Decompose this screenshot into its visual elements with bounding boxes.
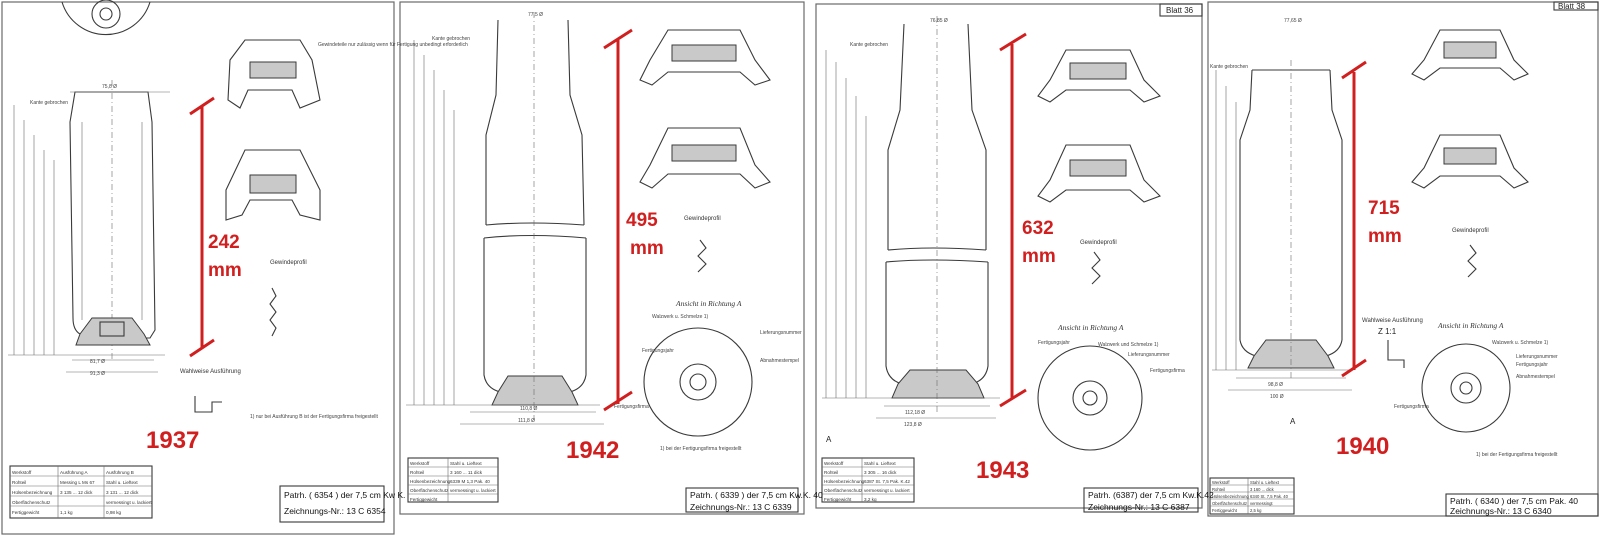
bottom-dim-1-1943: 112,18 Ø bbox=[905, 410, 926, 416]
view-label-1942: Ansicht in Richtung A bbox=[676, 299, 742, 308]
table-cell: Stahl u. Lieftext bbox=[864, 461, 896, 466]
year-label-1942: 1942 bbox=[566, 437, 620, 464]
scale-label-1940: Z 1:1 bbox=[1378, 327, 1397, 336]
length-value-1940: 715 bbox=[1368, 198, 1400, 219]
gauge-label-1943: Gewindeprofil bbox=[1080, 240, 1117, 246]
length-unit-1940: mm bbox=[1368, 226, 1402, 247]
table-cell: 1,1 kg bbox=[60, 510, 73, 515]
gauge-label-1940: Gewindeprofil bbox=[1452, 228, 1489, 234]
top-dim-1940: 77,65 Ø bbox=[1284, 18, 1302, 24]
detail-mid-section bbox=[1444, 148, 1496, 164]
detail-mid-section bbox=[250, 175, 296, 193]
detail-top-section bbox=[1070, 63, 1126, 79]
length-unit-1937: mm bbox=[208, 260, 242, 281]
table-cell: Ausführung A bbox=[60, 470, 88, 475]
detail-mid-section bbox=[1070, 160, 1126, 176]
table-cell: 3,2 kg bbox=[864, 497, 877, 502]
table-cell: Stahl u. Lieftext bbox=[450, 461, 482, 466]
note-1-1937: Gewindeteile nur zulässig wenn für Fertigung unbedingt erforderlich bbox=[318, 42, 468, 48]
length-unit-1943: mm bbox=[1022, 246, 1056, 267]
table-cell: Oberflächenschutz bbox=[1212, 501, 1247, 506]
edge-note-1937: Kante gebrochen bbox=[30, 100, 69, 106]
bottom-dim-2-1937: 91,3 Ø bbox=[90, 371, 106, 377]
note-2-1937: 1) nur bei Ausführung B ist der Fertigungsfirma freigestellt bbox=[250, 414, 378, 420]
callout-1-1940: Walzwerk u. Schmelze 1) bbox=[1492, 340, 1549, 346]
sheet-1937-frame bbox=[2, 2, 394, 534]
table-cell: 3 160 ... 11 dick bbox=[450, 470, 483, 475]
table-cell: 3 135 ... 12 dick bbox=[60, 490, 93, 495]
top-dim-1943: 76,85 Ø bbox=[930, 18, 948, 24]
bottom-dim-2-1940: 100 Ø bbox=[1270, 394, 1284, 400]
table-cell: Fertiggewicht bbox=[12, 510, 40, 515]
callout-1-1942: Walzwerk u. Schmelze 1) bbox=[652, 314, 709, 320]
top-dim-1942: 77,5 Ø bbox=[528, 12, 544, 18]
year-label-1943: 1943 bbox=[976, 457, 1030, 484]
table-cell: Fertiggewicht bbox=[410, 497, 438, 502]
note-1-1942: 1) bei der Fertigungsfirma freigestellt bbox=[660, 446, 742, 452]
table-cell: Werkstoff bbox=[824, 461, 844, 466]
edge-note-1940: Kante gebrochen bbox=[1210, 64, 1249, 70]
drawing-number-1942: Zeichnungs-Nr.: 13 C 6339 bbox=[690, 502, 792, 512]
detail-top-section bbox=[672, 45, 736, 61]
callout-5-1940: Fertigungsfirma bbox=[1394, 404, 1429, 410]
table-cell: Stahl u. Lieftext bbox=[106, 480, 138, 485]
table-cell: 3 305 ... 16 dick bbox=[864, 470, 897, 475]
length-value-1937: 242 bbox=[208, 232, 240, 253]
table-cell: Rohteil bbox=[12, 480, 27, 485]
bottom-dim-2-1942: 111,8 Ø bbox=[518, 418, 536, 424]
callout-2-1943: Lieferungsnummer bbox=[1128, 352, 1170, 358]
view-label-1940: Ansicht in Richtung A bbox=[1438, 321, 1504, 330]
length-value-1942: 495 bbox=[626, 210, 658, 231]
table-cell: 2,5 kg bbox=[1250, 508, 1262, 513]
sheet-number-1943: Blatt 36 bbox=[1166, 6, 1194, 15]
table-cell: Oberflächenschutz bbox=[824, 488, 863, 493]
table-cell: Ausführung B bbox=[106, 470, 134, 475]
table-cell: Stahl u. Lieftext bbox=[1250, 480, 1279, 485]
table-cell: Werkstoff bbox=[1212, 480, 1230, 485]
title-1940: Patrh. ( 6340 ) der 7,5 cm Pak. 40 bbox=[1450, 496, 1579, 506]
table-cell: Hülsenbezeichnung bbox=[824, 479, 865, 484]
table-cell: 3 131 ... 12 dick bbox=[106, 490, 139, 495]
title-1937: Patrh. ( 6354 ) der 7,5 cm Kw K. bbox=[284, 490, 406, 500]
table-cell: Fertiggewicht bbox=[1212, 508, 1237, 513]
callout-1-1943: Walzwerk und Schmelze 1) bbox=[1098, 342, 1159, 348]
case-base bbox=[892, 370, 984, 398]
table-cell: 6340 St. 7,5 Pak. 40 bbox=[1250, 494, 1288, 499]
gauge-label-1942: Gewindeprofil bbox=[684, 216, 721, 222]
note-1-1940: 1) bei der Fertigungsfirma freigestellt bbox=[1476, 452, 1558, 458]
bottom-dim-2-1943: 123,8 Ø bbox=[904, 422, 922, 428]
marker-1940: A bbox=[1290, 417, 1296, 426]
table-cell: 6339 M 1,3 Pak. 40 bbox=[450, 479, 490, 484]
year-label-1937: 1937 bbox=[146, 427, 200, 454]
bottom-dim-1-1940: 98,8 Ø bbox=[1268, 382, 1284, 388]
drawing-number-1937: Zeichnungs-Nr.: 13 C 6354 bbox=[284, 506, 386, 516]
callout-3-1943: Fertigungsjahr bbox=[1038, 340, 1070, 346]
callout-5-1942: Fertigungsfirma bbox=[614, 404, 649, 410]
sheet-1943 bbox=[816, 4, 1202, 512]
table-cell: Fertiggewicht bbox=[824, 497, 852, 502]
length-unit-1942: mm bbox=[630, 238, 664, 259]
table-cell: Hülsenbezeichnung bbox=[12, 490, 53, 495]
callout-4-1943: Fertigungsfirma bbox=[1150, 368, 1185, 374]
table-cell: Hülsenbezeichnung bbox=[1212, 494, 1249, 499]
table-cell: vermessingt u. lackiert bbox=[450, 488, 496, 493]
sheet-number-1940: Blatt 38 bbox=[1558, 2, 1586, 11]
table-cell: Werkstoff bbox=[410, 461, 430, 466]
sheet-1940 bbox=[1208, 2, 1598, 516]
callout-2-1942: Lieferungsnummer bbox=[760, 330, 802, 336]
callout-4-1942: Abnahmestempel bbox=[760, 358, 799, 364]
callout-2-1940: Lieferungsnummer bbox=[1516, 354, 1558, 360]
edge-note-1943: Kante gebrochen bbox=[850, 42, 889, 48]
view-label-1943: Ansicht in Richtung A bbox=[1058, 323, 1124, 332]
table-cell: 0,98 kg bbox=[106, 510, 122, 515]
year-label-1940: 1940 bbox=[1336, 433, 1390, 460]
table-cell: vermessingt bbox=[1250, 501, 1273, 506]
table-cell: 6387 St. 7,5 Pak. K.42 bbox=[864, 479, 910, 484]
table-cell: Messing L Ms 67 bbox=[60, 480, 95, 485]
callout-3-1940: Fertigungsjahr bbox=[1516, 362, 1548, 368]
drawing-number-1940: Zeichnungs-Nr.: 13 C 6340 bbox=[1450, 506, 1552, 516]
table-cell: Rohteil bbox=[1212, 487, 1226, 492]
title-1943: Patrh. (6387) der 7,5 cm Kw.K.42 bbox=[1088, 490, 1214, 500]
table-cell: vermessingt u. lackiert bbox=[864, 488, 910, 493]
table-cell: Rohteil bbox=[824, 470, 839, 475]
sheet-1940-frame bbox=[1208, 2, 1598, 516]
marker-1943: A bbox=[826, 435, 832, 444]
detail-top-section bbox=[1444, 42, 1496, 58]
table-cell: Hülsenbezeichnung bbox=[410, 479, 451, 484]
bottom-dim-1-1942: 110,8 Ø bbox=[520, 406, 538, 412]
table-cell: vermessingt u. lackiert bbox=[106, 500, 152, 505]
top-dim-1937: 75,8 Ø bbox=[102, 84, 118, 90]
table-cell: Rohteil bbox=[410, 470, 425, 475]
detail-top-section bbox=[250, 62, 296, 78]
title-1942: Patrh. ( 6339 ) der 7,5 cm Kw.K. 40 bbox=[690, 490, 823, 500]
drawing-number-1943: Zeichnungs-Nr.: 13 C 6387 bbox=[1088, 502, 1190, 512]
table-cell: Oberflächenschutz bbox=[410, 488, 449, 493]
edge-note-1942: Kante gebrochen bbox=[432, 36, 471, 42]
alt-execution-label-1937: Wahlweise Ausführung bbox=[180, 369, 241, 375]
case-base bbox=[492, 376, 578, 405]
detail-mid-section bbox=[672, 145, 736, 161]
bottom-dim-1-1937: 81,7 Ø bbox=[90, 359, 106, 365]
gauge-label-1937: Gewindeprofil bbox=[270, 260, 307, 266]
callout-3-1942: Fertigungsjahr bbox=[642, 348, 674, 354]
alt-execution-label-1940: Wahlweise Ausführung bbox=[1362, 318, 1423, 324]
table-cell: 3 160 ... dick bbox=[1250, 487, 1274, 492]
table-cell: Oberflächenschutz bbox=[12, 500, 51, 505]
length-value-1943: 632 bbox=[1022, 218, 1054, 239]
callout-4-1940: Abnahmestempel bbox=[1516, 374, 1555, 380]
table-cell: Werkstoff bbox=[12, 470, 32, 475]
